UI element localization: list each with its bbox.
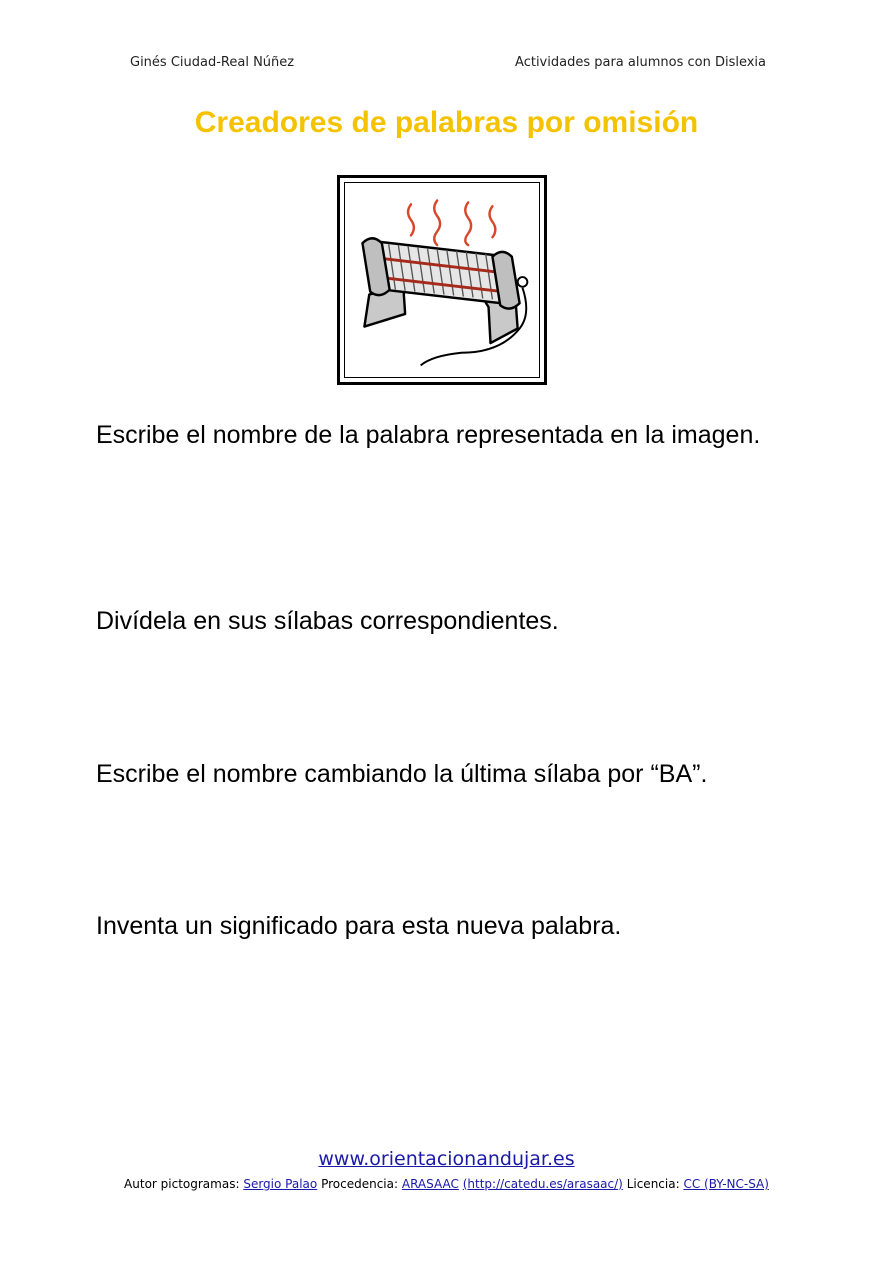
source-url-close[interactable]: ) [618,1177,623,1191]
page-title: Creadores de palabras por omisión [194,106,699,139]
license-link[interactable]: CC (BY-NC-SA) [683,1177,769,1191]
instruction-3: Escribe el nombre cambiando la última sílaba por “BA”. [96,760,708,788]
credits-line [0,1177,893,1191]
header-author: Ginés Ciudad-Real Núñez [130,55,295,70]
author-link[interactable]: Sergio Palao [243,1177,318,1191]
source-url-open[interactable]: ( [462,1177,468,1191]
header-subject: Actividades para alumnos con Dislexia [515,55,766,70]
source-url-link[interactable]: http://catedu.es/arasaac/ [467,1177,619,1191]
license-label: Licencia: [626,1177,680,1191]
author-label: Autor pictogramas: [124,1177,240,1191]
source-link[interactable]: ARASAAC [401,1177,459,1191]
source-label: Procedencia: [321,1177,399,1191]
instruction-2: Divídela en sus sílabas correspondientes. [96,607,559,635]
pictogram-frame [337,175,547,385]
website-link[interactable]: www.orientacionandujar.es [318,1148,575,1170]
instruction-4: Inventa un significado para esta nueva palabra. [96,912,622,940]
instruction-1: Escribe el nombre de la palabra representada en la imagen. [96,421,761,449]
electric-heater-icon [345,183,539,377]
